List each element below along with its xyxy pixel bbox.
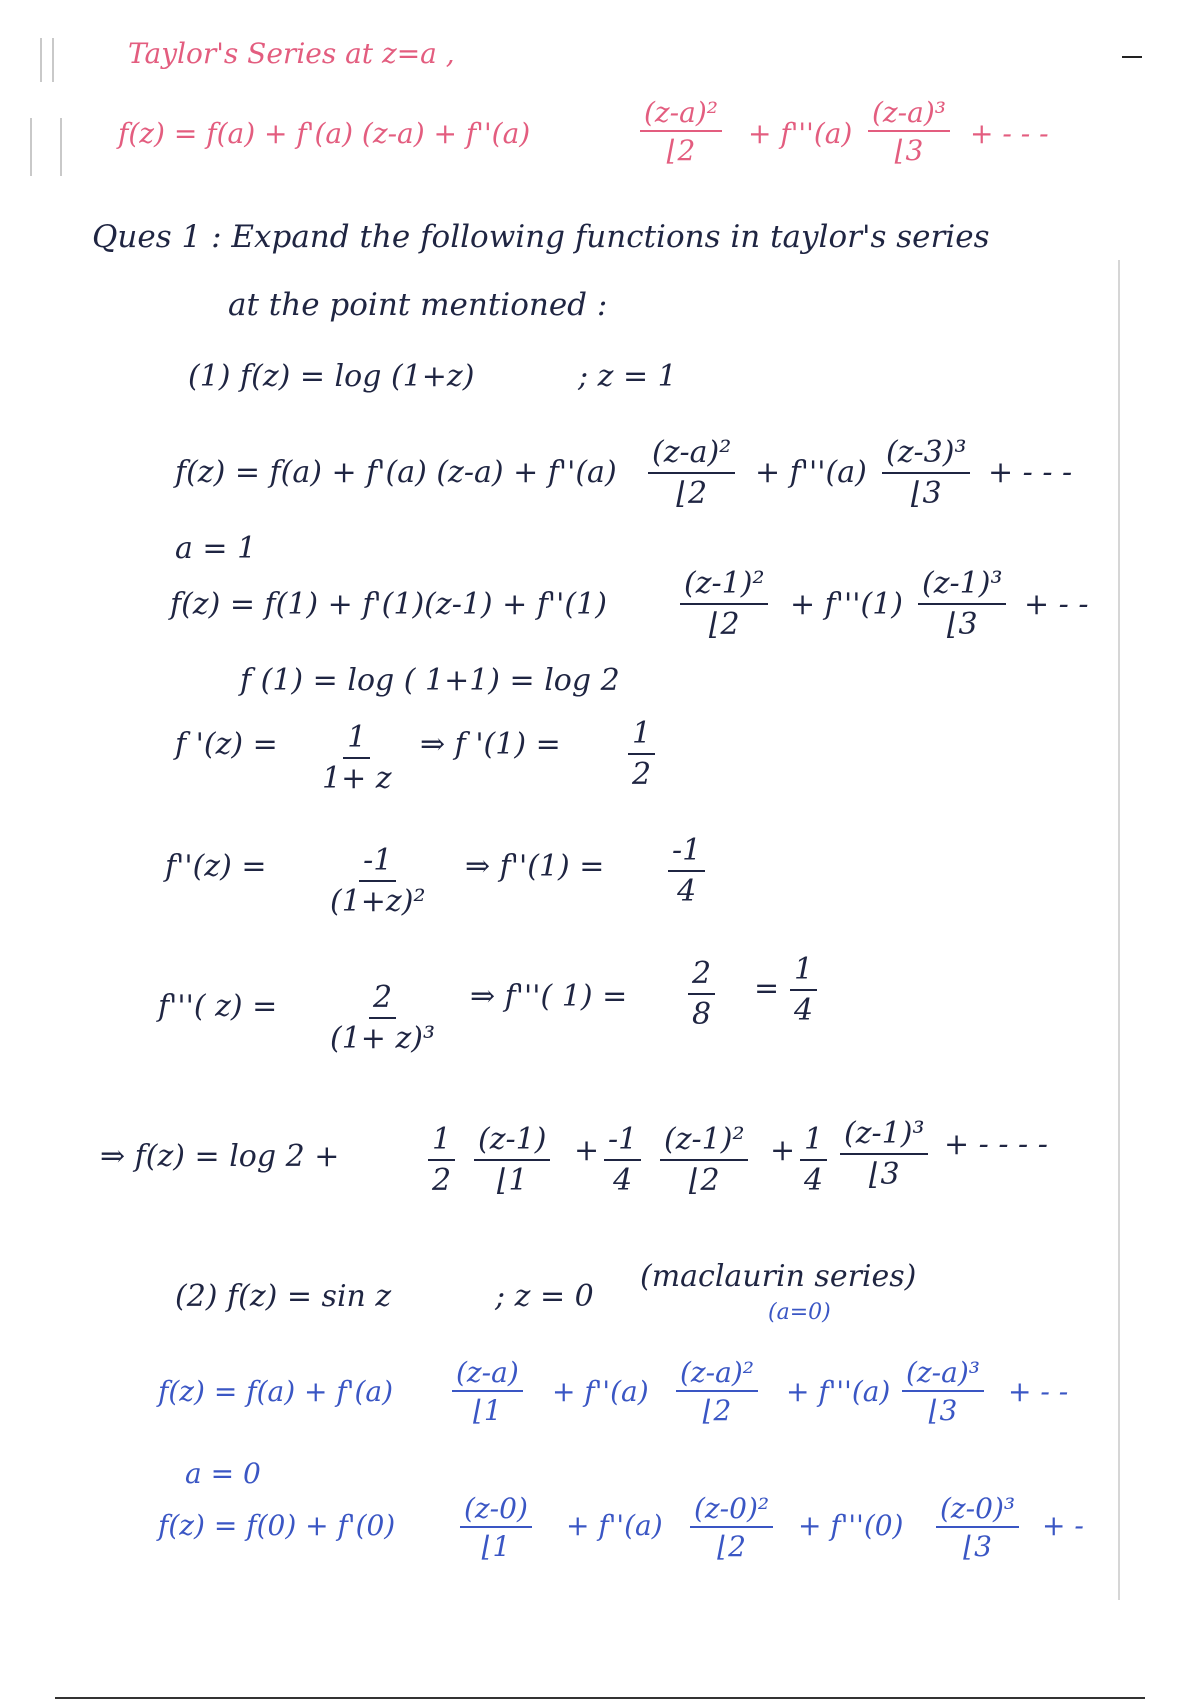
part2-sub-frac-0 <box>460 1494 532 1562</box>
part1-result-term-3 <box>840 1118 928 1190</box>
part1-d1-lhs: f '(z) = <box>175 727 278 762</box>
part2-note: (maclaurin series) <box>640 1259 917 1294</box>
part1-sub-tail: + - - <box>1024 587 1089 622</box>
frac-numerator: (z-0)³ <box>936 1494 1019 1528</box>
part1-d2-frac <box>330 845 425 917</box>
part2-point: ; z = 0 <box>495 1279 594 1314</box>
margin-mark <box>60 118 62 176</box>
part2-general-lhs: f(z) = f(a) + f'(a) <box>158 1375 393 1408</box>
margin-mark <box>52 38 54 82</box>
frac-denominator: 2 <box>632 756 652 792</box>
frac-numerator: (z-1)³ <box>840 1118 928 1155</box>
frac-numerator: (z-a)³ <box>902 1358 984 1392</box>
header-term3: + f'''(a) <box>748 117 853 150</box>
margin-mark <box>30 118 32 176</box>
frac-numerator: (z-a)³ <box>868 98 950 132</box>
frac-numerator: 2 <box>369 982 396 1019</box>
frac-numerator: (z-1)³ <box>918 568 1006 605</box>
bottom-rule <box>55 1697 1145 1699</box>
part1-result-term-1 <box>474 1124 550 1196</box>
frac-denominator: 4 <box>613 1162 633 1198</box>
part1-sub-frac-2 <box>918 568 1006 640</box>
part2-sub-frac-2 <box>936 1494 1019 1562</box>
frac-numerator: (z-0) <box>460 1494 532 1528</box>
frac-numerator: (z-1)² <box>680 568 768 605</box>
frac-numerator: (z-0)² <box>690 1494 773 1528</box>
frac-denominator: (1+z)² <box>330 883 426 919</box>
frac-numerator: (z-1) <box>474 1124 550 1161</box>
frac-denominator: 1+ z <box>322 760 392 796</box>
frac-denominator: ⌊3 <box>928 1394 958 1428</box>
frac-denominator: (1+ z)³ <box>330 1020 435 1056</box>
question-line-1: Ques 1 : Expand the following functions in taylor's series <box>92 219 990 255</box>
frac-denominator: ⌊2 <box>702 1394 732 1428</box>
header-formula-lhs: f(z) = f(a) + f'(a) (z-a) + f''(a) <box>118 117 531 150</box>
part2-sub-frac-1 <box>690 1494 773 1562</box>
header-frac-1 <box>640 98 722 166</box>
part1-result-plus-2: + <box>770 1133 796 1168</box>
part1-d3-frac <box>330 982 435 1054</box>
part1-d2-result <box>668 835 705 907</box>
part2-heading: (2) f(z) = sin z <box>175 1279 392 1314</box>
frac-numerator: 1 <box>790 954 817 991</box>
header-tail: + - - - <box>970 117 1049 150</box>
part2-a-value: a = 0 <box>185 1457 261 1490</box>
frac-numerator: (z-1)² <box>660 1124 748 1161</box>
part1-general-mid: + f'''(a) <box>755 455 867 490</box>
part2-general-tail: + - - <box>1008 1375 1069 1408</box>
part1-sub-lhs: f(z) = f(1) + f'(1)(z-1) + f''(1) <box>170 587 607 622</box>
part1-d3-result-2 <box>790 954 817 1026</box>
header-title: Taylor's Series at z=a , <box>128 37 455 70</box>
frac-numerator: (z-a)² <box>648 437 735 474</box>
part1-result-plus-1: + <box>574 1133 600 1168</box>
frac-denominator: ⌊1 <box>481 1530 511 1564</box>
page-edge <box>1118 260 1120 1600</box>
part2-sub-lhs: f(z) = f(0) + f'(0) <box>158 1509 396 1542</box>
part2-sub-mid-1: + f''(a) <box>566 1509 663 1542</box>
part1-d3-result <box>688 958 715 1030</box>
frac-denominator: ⌊2 <box>708 606 740 642</box>
part1-result-coef-2 <box>604 1124 641 1196</box>
part1-f-at-1: f (1) = log ( 1+1) = log 2 <box>240 663 620 698</box>
part1-d1-frac <box>322 722 392 794</box>
question-line-2: at the point mentioned : <box>228 287 608 323</box>
frac-numerator: -1 <box>359 845 396 882</box>
frac-denominator: ⌊3 <box>963 1530 992 1564</box>
part2-general-mid-2: + f'''(a) <box>786 1375 891 1408</box>
part1-result-coef-1 <box>428 1124 455 1196</box>
frac-denominator: ⌊3 <box>910 475 942 511</box>
part2-general-mid-1: + f''(a) <box>552 1375 649 1408</box>
frac-denominator: ⌊3 <box>946 606 978 642</box>
frac-numerator: 1 <box>800 1124 827 1161</box>
frac-denominator: 8 <box>692 996 712 1032</box>
frac-denominator: ⌊2 <box>688 1162 720 1198</box>
frac-numerator: -1 <box>604 1124 641 1161</box>
frac-denominator: 4 <box>794 992 814 1028</box>
frac-denominator: 4 <box>804 1162 824 1198</box>
part1-result-term-2 <box>660 1124 748 1196</box>
part1-heading: (1) f(z) = log (1+z) <box>188 359 475 394</box>
frac-numerator: (z-a)² <box>676 1358 758 1392</box>
frac-denominator: ⌊1 <box>473 1394 502 1428</box>
frac-numerator: (z-a)² <box>640 98 722 132</box>
frac-numerator: 1 <box>428 1124 455 1161</box>
frac-numerator: 1 <box>628 718 655 755</box>
frac-numerator: (z-3)³ <box>882 437 970 474</box>
frac-denominator: ⌊2 <box>676 475 708 511</box>
part1-general-lhs: f(z) = f(a) + f'(a) (z-a) + f''(a) <box>175 455 617 490</box>
header-frac-2 <box>868 98 950 166</box>
part2-general-frac-2 <box>902 1358 984 1426</box>
part1-d2-arrow: ⇒ f''(1) = <box>465 849 605 884</box>
frac-denominator: 2 <box>432 1162 452 1198</box>
corner-dash <box>1122 56 1142 58</box>
part1-d1-result <box>628 718 655 790</box>
margin-mark <box>40 38 42 82</box>
part1-general-frac-1 <box>648 437 735 509</box>
frac-denominator: ⌊3 <box>894 134 924 168</box>
part1-d1-arrow: ⇒ f '(1) = <box>420 727 561 762</box>
frac-denominator: ⌊2 <box>717 1530 746 1564</box>
part1-d2-lhs: f''(z) = <box>165 849 267 884</box>
part2-note-sub: (a=0) <box>768 1300 831 1325</box>
frac-numerator: 1 <box>343 722 370 759</box>
part1-result-lhs: ⇒ f(z) = log 2 + <box>100 1139 340 1174</box>
part1-result-tail: + - - - - <box>944 1127 1048 1162</box>
part1-d3-lhs: f'''( z) = <box>158 989 278 1024</box>
frac-numerator: (z-a) <box>452 1358 523 1392</box>
part2-general-frac-0 <box>452 1358 523 1426</box>
frac-denominator: ⌊1 <box>496 1162 528 1198</box>
frac-denominator: ⌊2 <box>666 134 696 168</box>
part1-result-coef-3 <box>800 1124 827 1196</box>
frac-numerator: 2 <box>688 958 715 995</box>
part1-general-frac-2 <box>882 437 970 509</box>
part2-general-frac-1 <box>676 1358 758 1426</box>
part2-sub-tail: + - <box>1042 1509 1084 1542</box>
part1-point: ; z = 1 <box>578 359 677 394</box>
header-formula <box>118 117 531 150</box>
frac-denominator: ⌊3 <box>868 1156 900 1192</box>
frac-numerator: -1 <box>668 835 705 872</box>
part1-a-value: a = 1 <box>175 531 257 566</box>
part1-d3-arrow: ⇒ f'''( 1) = <box>470 979 628 1014</box>
frac-denominator: 4 <box>677 873 697 909</box>
part1-general-tail: + - - - <box>988 455 1073 490</box>
part1-sub-mid: + f'''(1) <box>790 587 904 622</box>
part1-sub-frac-1 <box>680 568 768 640</box>
part2-sub-mid-2: + f'''(0) <box>798 1509 904 1542</box>
part1-d3-eq: = <box>754 971 780 1006</box>
